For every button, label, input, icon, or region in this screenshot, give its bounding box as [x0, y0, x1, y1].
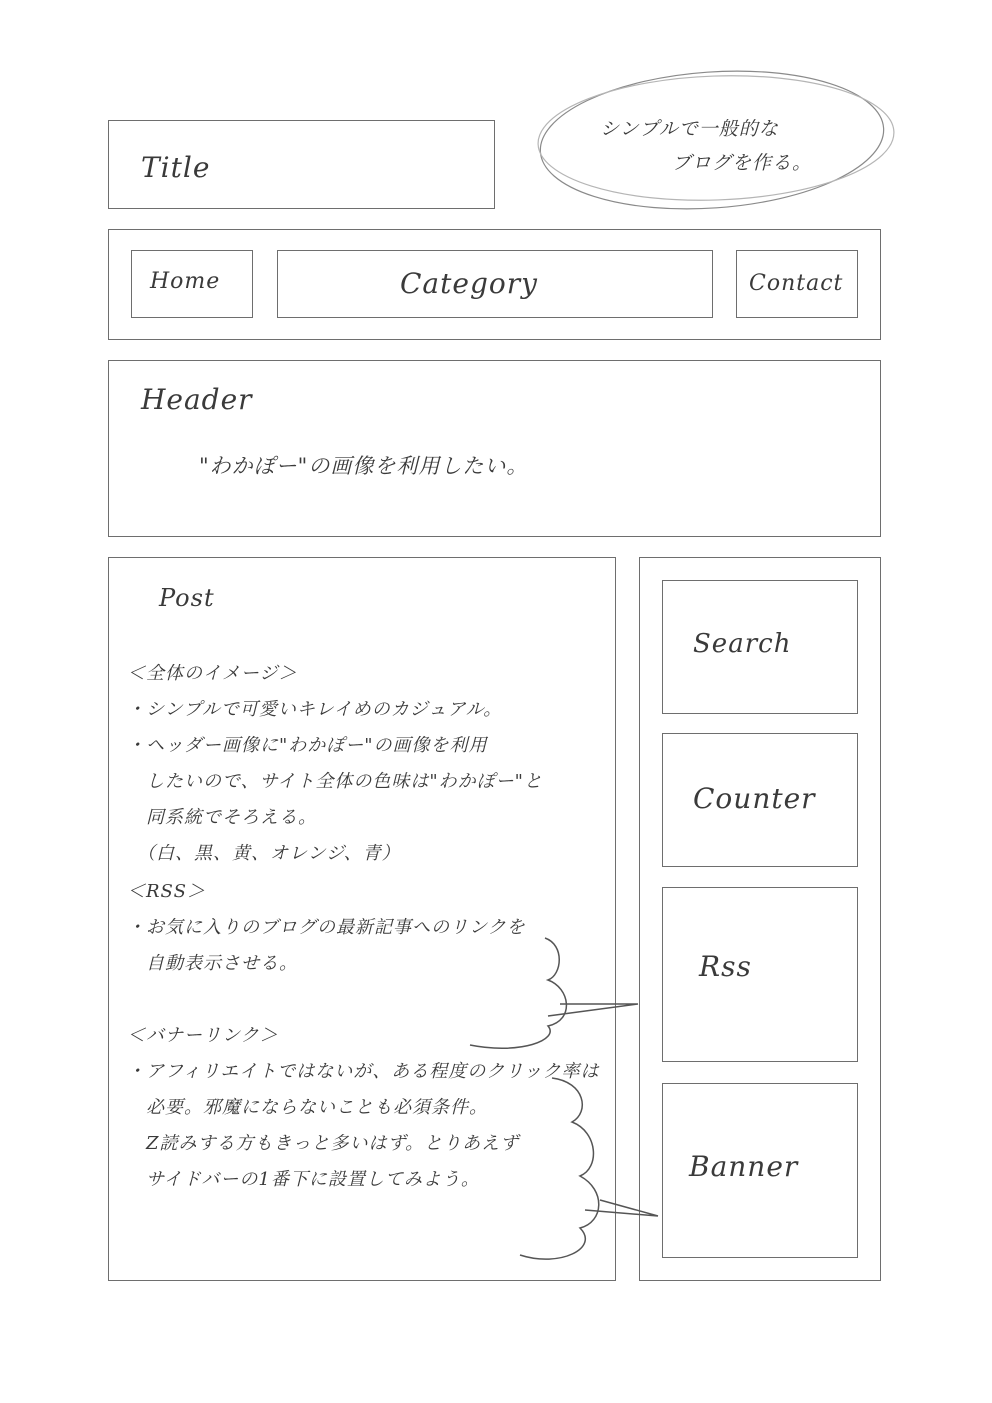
post-column: [108, 557, 616, 1281]
post-line: [127, 982, 599, 1018]
nav-category-button[interactable]: [277, 250, 713, 318]
post-line: 必要。邪魔にならないことも必須条件。: [127, 1097, 488, 1118]
post-line: ＜RSS＞: [127, 881, 206, 902]
sidebar-search-label: Search: [693, 629, 792, 659]
nav-home-button[interactable]: [131, 250, 253, 318]
memo-note: [600, 112, 812, 180]
post-line: ・ヘッダー画像に"わかぽー"の画像を利用: [127, 735, 488, 756]
sidebar-counter-widget[interactable]: [662, 733, 858, 867]
sidebar-rss-widget[interactable]: [662, 887, 858, 1062]
sidebar-banner-widget[interactable]: [662, 1083, 858, 1258]
nav-contact-label: Contact: [749, 271, 844, 296]
post-line: 自動表示させる。: [127, 953, 298, 974]
post-label: Post: [159, 584, 215, 612]
post-line: ＜バナーリンク＞: [127, 1025, 279, 1046]
nav-contact-button[interactable]: [736, 250, 858, 318]
sidebar-search-widget[interactable]: [662, 580, 858, 714]
post-line: ・シンプルで可愛いキレイめのカジュアル。: [127, 699, 503, 720]
header-area: [108, 360, 881, 537]
post-line: ＜全体のイメージ＞: [127, 663, 298, 684]
title-label: Title: [141, 151, 211, 184]
post-line: （白、黒、黄、オレンジ、青）: [127, 843, 401, 864]
header-note: "わかぽー"の画像を利用したい。: [199, 454, 529, 478]
post-line: したいので、サイト全体の色味は"わかぽー"と: [127, 771, 543, 792]
nav-home-label: Home: [150, 269, 221, 294]
sidebar-rss-label: Rss: [699, 950, 752, 983]
post-line: Z読みする方もきっと多いはず。とりあえず: [127, 1133, 520, 1154]
post-line: ・お気に入りのブログの最新記事へのリンクを: [127, 917, 526, 938]
memo-line-1: シンプルで一般的な: [600, 118, 779, 140]
post-line: 同系統でそろえる。: [127, 807, 317, 828]
post-notes: [127, 656, 599, 1198]
sidebar-column: [639, 557, 881, 1281]
sidebar-banner-label: Banner: [689, 1150, 799, 1183]
post-line: ・アフィリエイトではないが、ある程度のクリック率は: [127, 1061, 600, 1082]
post-line: サイドバーの1番下に設置してみよう。: [127, 1169, 480, 1190]
sidebar-counter-label: Counter: [693, 782, 816, 815]
nav-bar: [108, 229, 881, 340]
memo-line-2: ブログを作る。: [672, 152, 813, 174]
title-box: [108, 120, 495, 209]
nav-category-label: Category: [400, 267, 538, 300]
header-label: Header: [141, 383, 253, 416]
